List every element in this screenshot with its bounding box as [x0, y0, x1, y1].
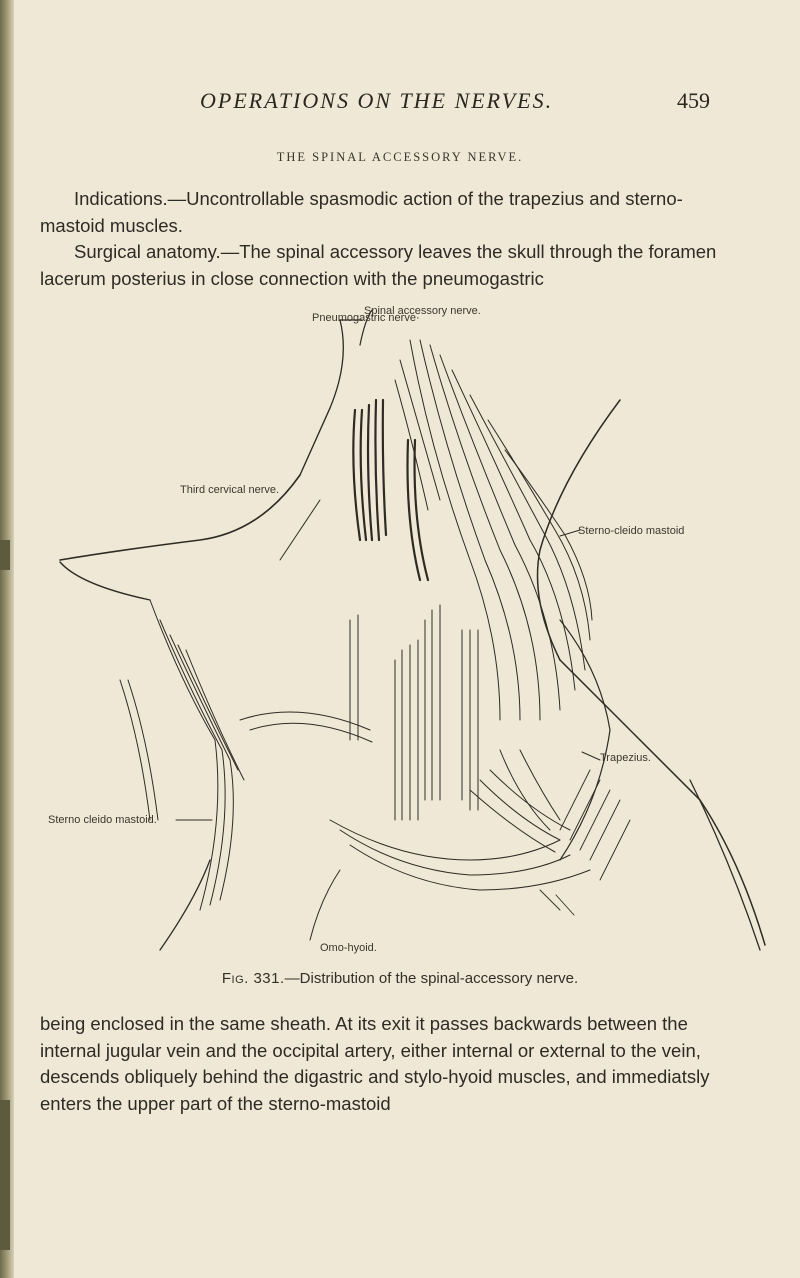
figure-331: [0, 300, 800, 960]
figure-caption: [0, 970, 800, 987]
trapezius-hatching: [540, 770, 630, 915]
lower-left-border: [160, 860, 210, 950]
leader-trapezius: [582, 752, 600, 760]
label-sterno-cleido-mastoid-right: Sterno-cleido mastoid: [578, 525, 685, 537]
label-third-cervical-nerve: Third cervical nerve.: [180, 484, 280, 496]
leader-sterno-cleido-right: [560, 530, 580, 536]
strap-muscle-columns: [350, 605, 478, 820]
left-sterno-cleido-fibres: [120, 600, 244, 910]
leader-omo-hyoid: [310, 870, 340, 940]
pneumogastric-nerve-line: [330, 320, 343, 408]
leader-third-cervical: [280, 500, 320, 560]
label-spinal-accessory-nerve: Spinal accessory nerve.: [364, 305, 481, 317]
paragraph-indications: Indications.—Uncontrollable spasmodic action of the trapezius and sterno-mastoid muscles.: [40, 188, 683, 236]
lower-right-border: [690, 780, 760, 950]
label-pneumogastric-nerve: Pneumogastric nerve·: [312, 312, 420, 324]
nerve-trunk-shading: [353, 400, 428, 580]
label-trapezius: Trapezius.: [600, 752, 651, 764]
trapezius-inner-border: [560, 620, 610, 860]
page-edge-stain: [0, 1100, 10, 1250]
page-number: 459: [677, 88, 710, 113]
paragraph-surgical-anatomy: Surgical anatomy.—The spinal accessory leaves the skull through the foramen lacerum posterius in close connection with the pneumogastric: [40, 241, 717, 289]
label-sterno-cleido-mastoid-left: Sterno cleido mastoid.: [48, 814, 157, 826]
section-title: THE SPINAL ACCESSORY NERVE.: [276, 150, 524, 164]
running-title: OPERATIONS ON THE NERVES.: [200, 88, 554, 113]
paragraph-continuation: being enclosed in the same sheath. At its exit it passes backwards between the internal jugular vein and the occipital artery, either internal or external to the vein, descends obliquely behind the digastric and stylo-hyoid muscles, and immediatsly enters the upper part of the sterno-mastoid: [40, 1013, 710, 1114]
nerve-stem-line: [300, 408, 330, 475]
omo-hyoid-fibres: [240, 712, 590, 890]
jaw-contour: [60, 562, 150, 600]
caption-text: —Distribution of the spinal-accessory nerve.: [284, 970, 579, 987]
running-header: [200, 88, 710, 120]
anatomical-illustration: [0, 300, 800, 960]
label-omo-hyoid: Omo-hyoid.: [320, 942, 377, 954]
caption-figure-number: Fig. 331.: [221, 970, 285, 987]
